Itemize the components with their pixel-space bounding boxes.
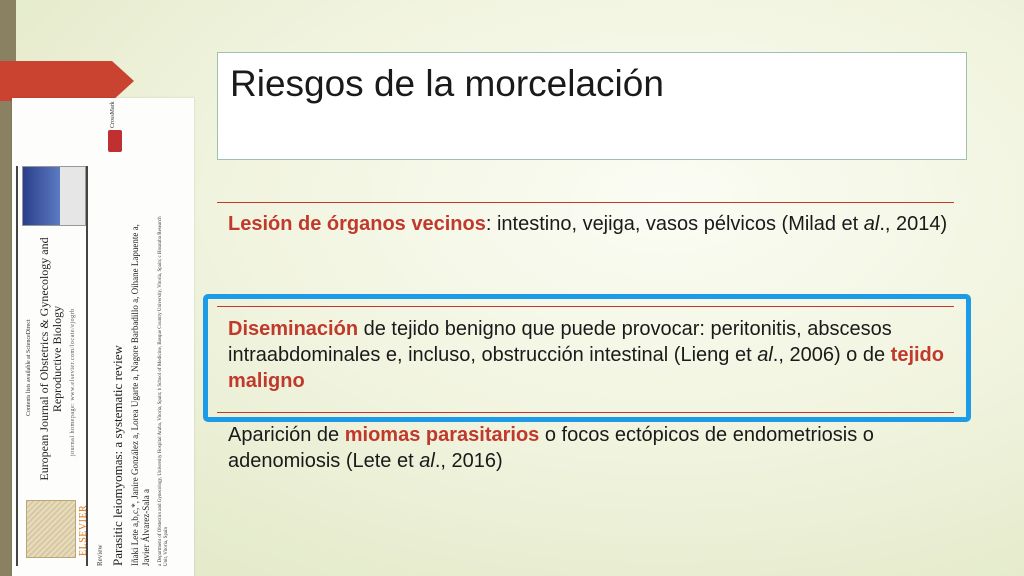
highlight-term: miomas parasitarios	[344, 424, 540, 446]
title-box	[217, 52, 967, 160]
risk-item-organ-injury	[228, 211, 958, 237]
paper-image	[12, 98, 194, 576]
paper-section: Review	[96, 544, 104, 566]
item-tail: ., 2016)	[434, 450, 503, 472]
contents-line: Contents lists available at ScienceDirect	[26, 319, 32, 416]
journal-name: European Journal of Obstetrics & Gynecology and Reproductive Biology	[37, 237, 64, 481]
paper-authors: Iñaki Lete a,b,c,*, Janire González a, Lorea Ugarte a, Nagore Barbadillo a, Oihane Lapuente a, Javier Álvarez-Sala a	[130, 224, 151, 566]
paper-title: Parasitic leiomyomas: a systematic review	[110, 345, 125, 566]
item-text: de tejido benigno que puede provocar: peritonitis, abscesos intraabdominales e, incluso, obstrucción intestinal (Lieng et	[228, 318, 892, 366]
journal-cover-image	[22, 166, 86, 226]
paper-header	[16, 166, 88, 566]
paper-content	[12, 98, 194, 576]
slide-title: Riesgos de la morcelación	[230, 63, 664, 104]
paper-affiliations: a Department of Obstetrics and Gynecology, University Hospital Araba, Vitoria, Spain; b School of Medicine, Basque Country University, Vitoria, Spain; c Bioaraba Research Unit, Vitoria, Spain	[158, 216, 169, 566]
highlight-term-malignant: tejido maligno	[228, 344, 944, 392]
journal-homepage: journal homepage: www.elsevier.com/locate/ejogrb	[70, 308, 76, 456]
highlight-term: Diseminación	[228, 318, 359, 340]
highlight-frame	[203, 294, 971, 422]
italic-al: al	[757, 344, 773, 366]
item-mid: ., 2006) o de	[772, 344, 891, 366]
item-text: : intestino, vejiga, vasos pélvicos (Milad et	[485, 213, 864, 235]
risk-item-parasitic-myomas	[228, 422, 958, 474]
publisher-name: ELSEVIER	[78, 504, 89, 556]
red-arrow-decoration	[0, 61, 134, 101]
crossmark-icon	[108, 130, 122, 152]
item-text: o focos ectópicos de endometriosis o adenomiosis (Lete et	[228, 424, 874, 472]
divider-line	[217, 202, 954, 203]
elsevier-tree-icon	[26, 500, 76, 558]
crossmark-label: CrossMark	[110, 101, 116, 128]
item-tail: ., 2014)	[879, 213, 948, 235]
item-pre: Aparición de	[228, 424, 345, 446]
italic-al: al	[419, 450, 435, 472]
italic-al: al	[863, 213, 880, 235]
highlight-term: Lesión de órganos vecinos	[228, 213, 486, 235]
